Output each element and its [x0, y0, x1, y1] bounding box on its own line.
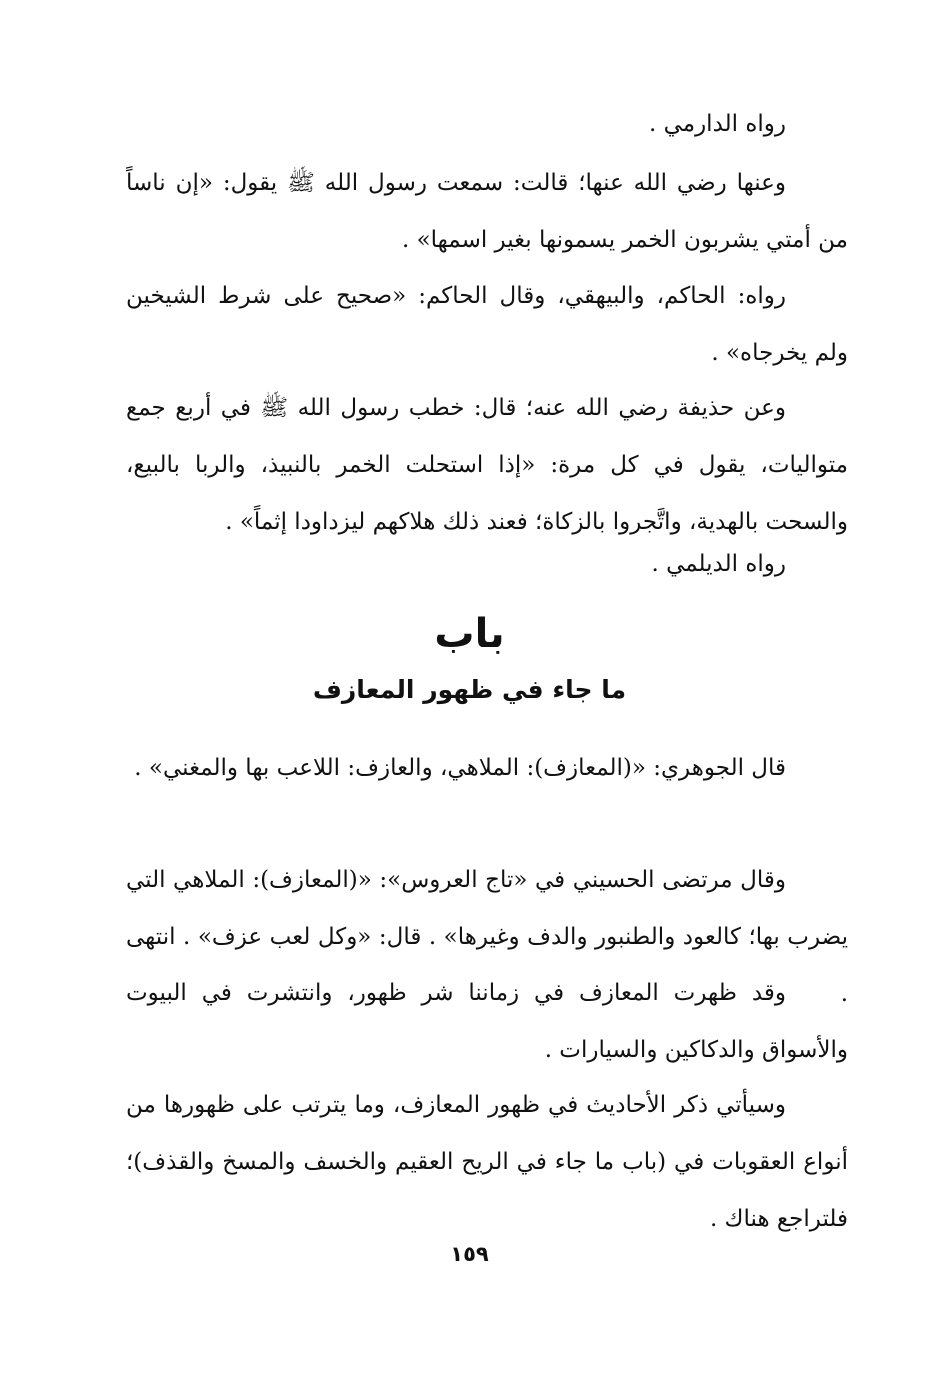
paragraph-rawahu-darimi: رواه الدارمي . — [648, 111, 786, 137]
paragraph-sayati-dhikr: وسيأتي ذكر الأحاديث في ظهور المعازف، وما يترتب على ظهورها من أنواع العقوبات في (باب ما جاء في الريح العقيم والخسف والمسخ والقذف)؛ فلتراجع هناك . — [126, 1092, 848, 1232]
page-number: ١٥٩ — [450, 1242, 489, 1266]
top-text-block — [126, 96, 848, 576]
paragraph-taj-al-arus: وقال مرتضى الحسيني في «تاج العروس»: «(المعازف): الملاهي التي يضرب بها؛ كالعود والطنبور والدف وغيرها» . قال: «وكل لعب عزف» . انتهى . — [126, 867, 848, 1007]
paragraph-rawahu-hakim: رواه: الحاكم، والبيهقي، وقال الحاكم: «صحيح على شرط الشيخين ولم يخرجاه» . — [126, 283, 848, 366]
chapter-heading: باب — [434, 611, 505, 657]
paragraph-zuhur-maazif: وقد ظهرت المعازف في زماننا شر ظهور، وانتشرت في البيوت والأسواق والدكاكين والسيارات . — [126, 980, 848, 1063]
paragraph-jawhari: قال الجوهري: «(المعازف): الملاهي، والعازف: اللاعب بها والمغني» . — [134, 755, 786, 781]
bottom-text-block — [126, 740, 848, 1232]
chapter-subheading: ما جاء في ظهور المعازف — [312, 675, 627, 704]
paragraph-rawahu-daylami: رواه الديلمي . — [651, 551, 786, 577]
paragraph-hadith-khamr: وعنها رضي الله عنها؛ قالت: سمعت رسول الله ﷺ يقول: «إن ناساً من أمتي يشربون الخمر يسمونها بغير اسمها» . — [126, 170, 848, 253]
paragraph-hadith-hudhayfa: وعن حذيفة رضي الله عنه؛ قال: خطب رسول الله ﷺ في أربع جمع متواليات، يقول في كل مرة: «إذا استحلت الخمر بالنبيذ، والربا بالبيع، والسحت بالهدية، واتَّجروا بالزكاة؛ فعند ذلك هلاكهم ليزداودا إثماً» . — [126, 395, 848, 535]
